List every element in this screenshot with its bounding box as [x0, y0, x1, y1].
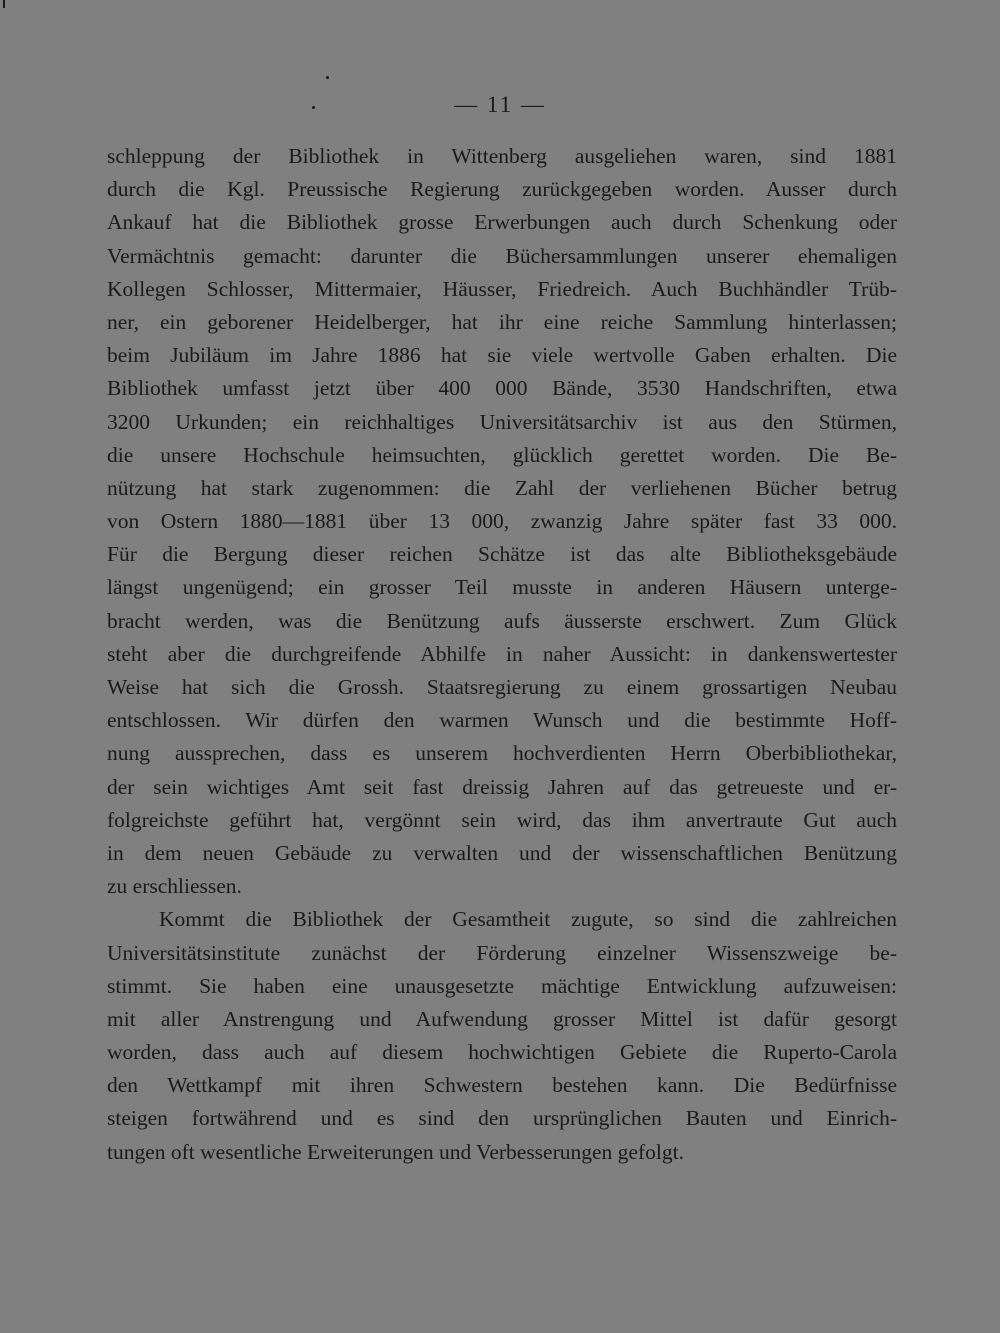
body-text	[107, 140, 897, 1169]
text-line: bracht werden, was die Benützung aufs äusserste erschwert. Zum Glück	[107, 608, 897, 633]
text-line: nung aussprechen, dass es unserem hochverdienten Herrn Oberbibliothekar,	[107, 741, 897, 766]
scan-speck	[326, 76, 329, 79]
text-line: die unsere Hochschule heimsuchten, glücklich gerettet worden. Die Be-	[107, 442, 897, 467]
text-line: ner, ein geborener Heidelberger, hat ihr eine reiche Sammlung hinterlassen;	[107, 309, 897, 334]
page-number: — 11 —	[454, 92, 546, 117]
text-line: mit aller Anstrengung und Aufwendung grosser Mittel ist dafür gesorgt	[107, 1006, 897, 1031]
text-line: beim Jubiläum im Jahre 1886 hat sie viele wertvolle Gaben erhalten. Die	[107, 343, 897, 368]
text-line: Ankauf hat die Bibliothek grosse Erwerbungen auch durch Schenkung oder	[107, 210, 897, 235]
scan-edge-mark	[3, 0, 5, 8]
text-line: worden, dass auch auf diesem hochwichtigen Gebiete die Ruperto-Carola	[107, 1040, 897, 1065]
text-line: 3200 Urkunden; ein reichhaltiges Universitätsarchiv ist aus den Stürmen,	[107, 409, 897, 434]
text-line: durch die Kgl. Preussische Regierung zurückgegeben worden. Ausser durch	[107, 177, 897, 202]
text-line: steigen fortwährend und es sind den ursprünglichen Bauten und Einrich-	[107, 1106, 897, 1131]
paragraph	[107, 140, 897, 903]
text-line: Universitätsinstitute zunächst der Förderung einzelner Wissenszweige be-	[107, 940, 897, 965]
text-line: Vermächtnis gemacht: darunter die Büchersammlungen unserer ehemaligen	[107, 243, 897, 268]
text-line: nützung hat stark zugenommen: die Zahl der verliehenen Bücher betrug	[107, 475, 897, 500]
text-line: Bibliothek umfasst jetzt über 400 000 Bände, 3530 Handschriften, etwa	[107, 376, 897, 401]
text-line: in dem neuen Gebäude zu verwalten und der wissenschaftlichen Benützung	[107, 840, 897, 865]
text-line: folgreichste geführt hat, vergönnt sein wird, das ihm anvertraute Gut auch	[107, 807, 897, 832]
text-line: Kommt die Bibliothek der Gesamtheit zugute, so sind die zahlreichen	[159, 907, 897, 932]
text-line: längst ungenügend; ein grosser Teil musste in anderen Häusern unterge-	[107, 575, 897, 600]
paragraph	[107, 903, 897, 1169]
text-line: stimmt. Sie haben eine unausgesetzte mächtige Entwicklung aufzuweisen:	[107, 973, 897, 998]
text-line: Für die Bergung dieser reichen Schätze ist das alte Bibliotheksgebäude	[107, 542, 897, 567]
text-line: den Wettkampf mit ihren Schwestern bestehen kann. Die Bedürfnisse	[107, 1073, 897, 1098]
text-line: steht aber die durchgreifende Abhilfe in naher Aussicht: in dankenswertester	[107, 641, 897, 666]
text-line: schleppung der Bibliothek in Wittenberg ausgeliehen waren, sind 1881	[107, 144, 897, 168]
text-line: Kollegen Schlosser, Mittermaier, Häusser, Friedreich. Auch Buchhändler Trüb-	[107, 276, 897, 301]
text-line: von Ostern 1880—1881 über 13 000, zwanzig Jahre später fast 33 000.	[107, 509, 897, 534]
text-line: tungen oft wesentliche Erweiterungen und Verbesserungen gefolgt.	[107, 1139, 684, 1164]
text-line: zu erschliessen.	[107, 874, 242, 899]
text-line: entschlossen. Wir dürfen den warmen Wunsch und die bestimmte Hoff-	[107, 708, 897, 733]
text-line: Weise hat sich die Grossh. Staatsregierung zu einem grossartigen Neubau	[107, 675, 897, 699]
text-line: der sein wichtiges Amt seit fast dreissig Jahren auf das getreueste und er-	[107, 774, 897, 799]
